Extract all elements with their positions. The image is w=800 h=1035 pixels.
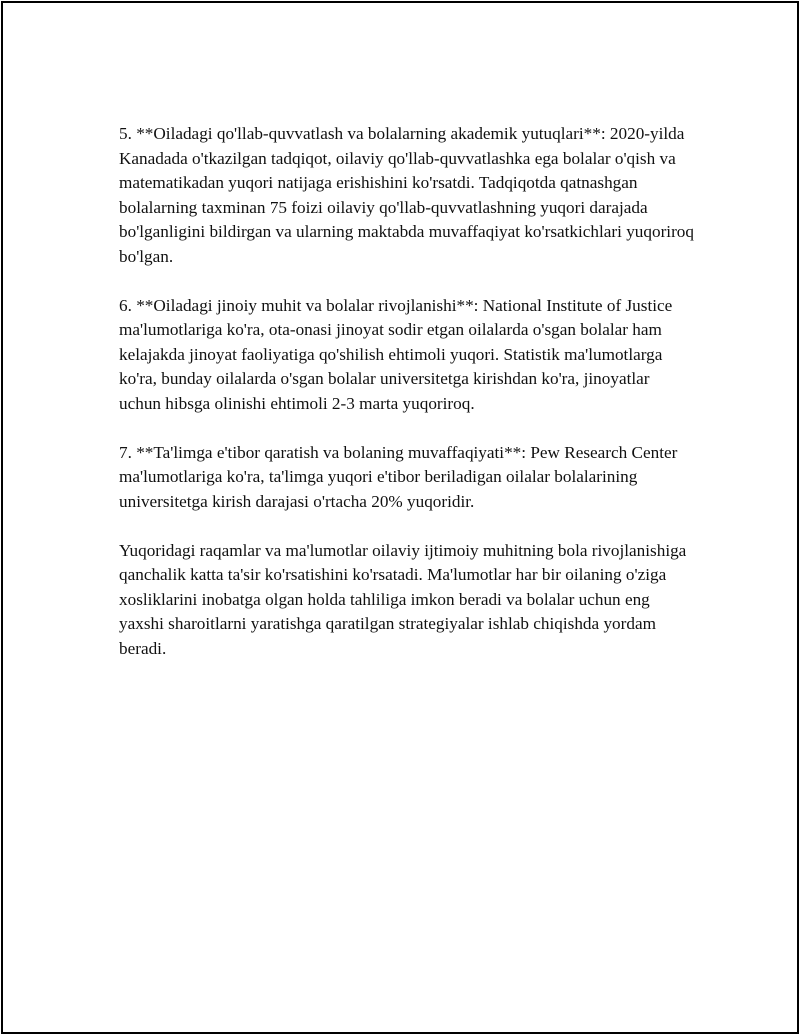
paragraph-education-focus: 7. **Ta'limga e'tibor qaratish va bolaning muvaffaqiyati**: Pew Research Center ma'lumotlariga ko'ra, ta'limga yuqori e'tibor beriladigan oilalar bolalarining universitetga kirish darajasi o'rtacha 20% yuqoridir. — [119, 442, 678, 511]
document-body — [119, 122, 695, 686]
paragraph-criminal-environment: 6. **Oiladagi jinoiy muhit va bolalar rivojlanishi**: National Institute of Justice ma'lumotlariga ko'ra, ota-onasi jinoyat sodir etgan oilalarda o'sgan bolalar ham kelajakda jinoyat faoliyatiga qo'shilish ehtimoli yuqori. Statistik ma'lumotlarga ko'ra, bunday oilalarda o'sgan bolalar universitetga kirishdan ko'ra, jinoyatlar uchun hibsga olinishi ehtimoli 2-3 marta yuqoriroq. — [119, 295, 673, 413]
page-border — [1, 1, 799, 1034]
paragraph-family-support: 5. **Oiladagi qo'llab-quvvatlash va bolalarning akademik yutuqlari**: 2020-yilda Kanadada o'tkazilgan tadqiqot, oilaviy qo'llab-quvvatlashka ega bolalar o'qish va matematikadan yuqori natijaga erishishini ko'rsatdi. Tadqiqotda qatnashgan bolalarning taxminan 75 foizi oilaviy qo'llab-quvvatlashning yuqori darajada bo'lganligini bildirgan va ularning maktabda muvaffaqiyat ko'rsatkichlari yuqoriroq bo'lgan. — [119, 124, 694, 266]
paragraph-conclusion: Yuqoridagi raqamlar va ma'lumotlar oilaviy ijtimoiy muhitning bola rivojlanishiga qanchalik katta ta'sir ko'rsatishini ko'rsatadi. Ma'lumotlar har bir oilaning o'ziga xosliklarini inobatga olgan holda tahliliga imkon beradi va bolalar uchun eng yaxshi sharoitlarni yaratishga qaratilgan strategiyalar ishlab chiqishda yordam beradi. — [119, 540, 687, 658]
